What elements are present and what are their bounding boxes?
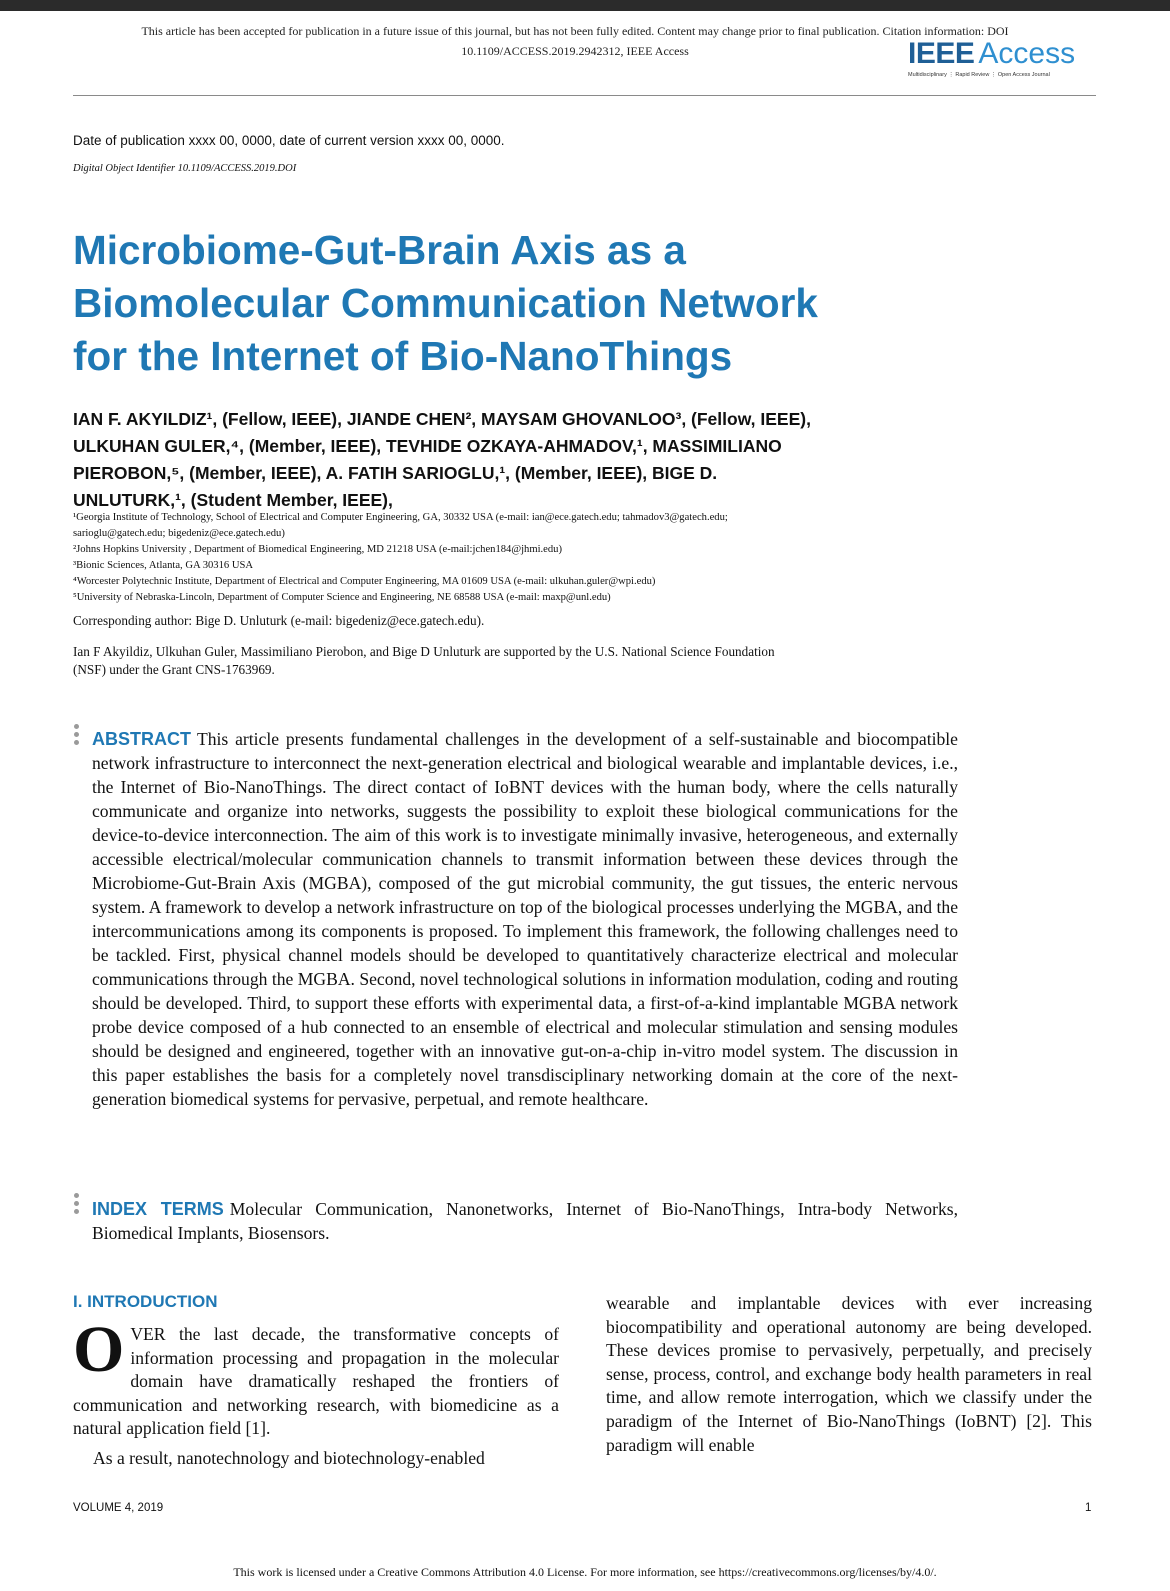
affiliation-line: sarioglu@gatech.edu; bigedeniz@ece.gatech.edu) [73, 528, 285, 539]
abstract-text: This article presents fundamental challenges in the development of a self-sustainable and biocompatible network infrastructure to interconnect the next-generation electrical and biological wearable and implantable devices, i.e., the Internet of Bio-NanoThings. The direct contact of IoBNT devices with the human body, where the cells naturally communicate and organize into networks, suggests the possibility to exploit these biological communications for the device-to-device interconnection. The aim of this work is to investigate minimally invasive, heterogeneous, and externally accessible electrical/molecular communication channels to transmit information between these devices through the Microbiome-Gut-Brain Axis (MGBA), composed of the gut microbial community, the gut tissues, the enteric nervous system. A framework to develop a network infrastructure on top of the biological processes underlying the MGBA, and the intercommunications among its components is proposed. To implement this framework, the following challenges need to be tackled. First, physical channel models should be developed to quantitatively characterize electrical and molecular communications through the MGBA. Second, novel technological solutions in information modulation, coding and routing should be developed. Third, to support these efforts with experimental data, a first-of-a-kind implantable MGBA network probe device composed of a hub connected to an ensemble of electrical and molecular stimulation and sensing modules should be designed and engineered, together with an innovative gut-on-a-chip in-vitro model system. The discussion in this paper establishes the basis for a completely novel transdisciplinary networking domain at the core of the next-generation biomedical systems for pervasive, perpetual, and remote healthcare. [92, 729, 958, 1109]
index-terms [92, 1197, 958, 1245]
author-line: ULKUHAN GULER,⁴, (Member, IEEE), TEVHIDE OZKAYA-AHMADOV,¹, MASSIMILIANO [73, 436, 782, 456]
logo-wordmark [908, 38, 1088, 70]
section-heading-introduction: I. INTRODUCTION [73, 1292, 218, 1311]
logo-ieee-text: IEEE [908, 37, 975, 70]
affiliation-line: ⁵University of Nebraska-Lincoln, Department of Computer Science and Engineering, NE 68588 USA (e-mail: maxp@unl.edu) [73, 592, 611, 603]
license-notice: This work is licensed under a Creative Commons Attribution 4.0 License. For more information, see https://creativecommons.org/licenses/by/4.0/. [233, 1565, 937, 1579]
ieee-access-logo [908, 38, 1088, 86]
index-terms-marker-icon [74, 1193, 80, 1217]
doi-identifier: Digital Object Identifier 10.1109/ACCESS.2019.DOI [73, 163, 297, 174]
index-terms-label: INDEX TERMS [92, 1199, 224, 1219]
publication-date: Date of publication xxxx 00, 0000, date of current version xxxx 00, 0000. [73, 133, 505, 148]
funding-statement [73, 643, 913, 679]
author-list [73, 406, 963, 514]
funding-line: Ian F Akyildiz, Ulkuhan Guler, Massimiliano Pierobon, and Bige D Unluturk are supported by the U.S. National Science Foundation [73, 644, 775, 659]
top-border-bar [0, 0, 1170, 11]
intro-paragraph-1 [73, 1313, 559, 1441]
author-line: IAN F. AKYILDIZ¹, (Fellow, IEEE), JIANDE CHEN², MAYSAM GHOVANLOO³, (Fellow, IEEE), [73, 409, 811, 429]
affiliations [73, 510, 953, 606]
abstract [92, 727, 958, 1111]
author-line: PIEROBON,⁵, (Member, IEEE), A. FATIH SARIOGLU,¹, (Member, IEEE), BIGE D. [73, 463, 718, 483]
intro-paragraph-2: As a result, nanotechnology and biotechnology-enabled [93, 1447, 485, 1468]
intro-left-column [73, 1313, 559, 1471]
affiliation-line: ²Johns Hopkins University , Department of Biomedical Engineering, MD 21218 USA (e-mail:jchen184@jhmi.edu) [73, 544, 562, 555]
title-line: Biomolecular Communication Network [73, 280, 818, 326]
title-line: Microbiome-Gut-Brain Axis as a [73, 227, 686, 273]
drop-cap: O [73, 1313, 125, 1386]
acceptance-notice-line1: This article has been accepted for publication in a future issue of this journal, but has not been fully edited. Content may change prior to final publication. Citation information: DOI [141, 24, 1009, 38]
index-terms-text: Molecular Communication, Nanonetworks, Internet of Bio-NanoThings, Intra-body Networks, Biomedical Implants, Biosensors. [92, 1199, 958, 1243]
funding-line: (NSF) under the Grant CNS-1763969. [73, 662, 275, 677]
corresponding-author: Corresponding author: Bige D. Unluturk (e-mail: bigedeniz@ece.gatech.edu). [73, 613, 485, 628]
intro-paragraph-1-text: VER the last decade, the transformative concepts of information processing and propagation in the molecular domain have dramatically reshaped the frontiers of communication and networking research, with biomedicine as a natural application field [1]. [73, 1324, 559, 1439]
page-number: 1 [1085, 1502, 1092, 1514]
abstract-marker-icon [74, 724, 80, 748]
logo-tagline: Multidisciplinary ⋮ Rapid Review ⋮ Open Access Journal [908, 72, 1050, 78]
affiliation-line: ³Bionic Sciences, Atlanta, GA 30316 USA [73, 560, 254, 571]
affiliation-line: ¹Georgia Institute of Technology, School of Electrical and Computer Engineering, GA, 30332 USA (e-mail: ian@ece.gatech.edu; tahmadov3@gatech.edu; [73, 512, 728, 523]
author-line: UNLUTURK,¹, (Student Member, IEEE), [73, 490, 393, 510]
affiliation-line: ⁴Worcester Polytechnic Institute, Department of Electrical and Computer Engineering, MA 01609 USA (e-mail: ulkuhan.guler@wpi.edu) [73, 576, 656, 587]
paper-title [73, 224, 973, 383]
intro-right-paragraph: wearable and implantable devices with ever increasing biocompatibility and operational autonomy are being developed. These devices promise to pervasively, perpetually, and precisely sense, process, control, and exchange body health parameters in real time, and allow remote interrogation, which we classify under the paradigm of the Internet of Bio-NanoThings (IoBNT) [2]. This paradigm will enable [606, 1293, 1092, 1455]
abstract-label: ABSTRACT [92, 729, 191, 749]
title-line: for the Internet of Bio-NanoThings [73, 333, 733, 379]
header-divider [73, 95, 1096, 96]
volume-info: VOLUME 4, 2019 [73, 1502, 164, 1514]
acceptance-notice-line2: 10.1109/ACCESS.2019.2942312, IEEE Access [461, 44, 689, 58]
logo-access-text: Access [978, 37, 1076, 70]
intro-right-column [606, 1292, 1092, 1457]
